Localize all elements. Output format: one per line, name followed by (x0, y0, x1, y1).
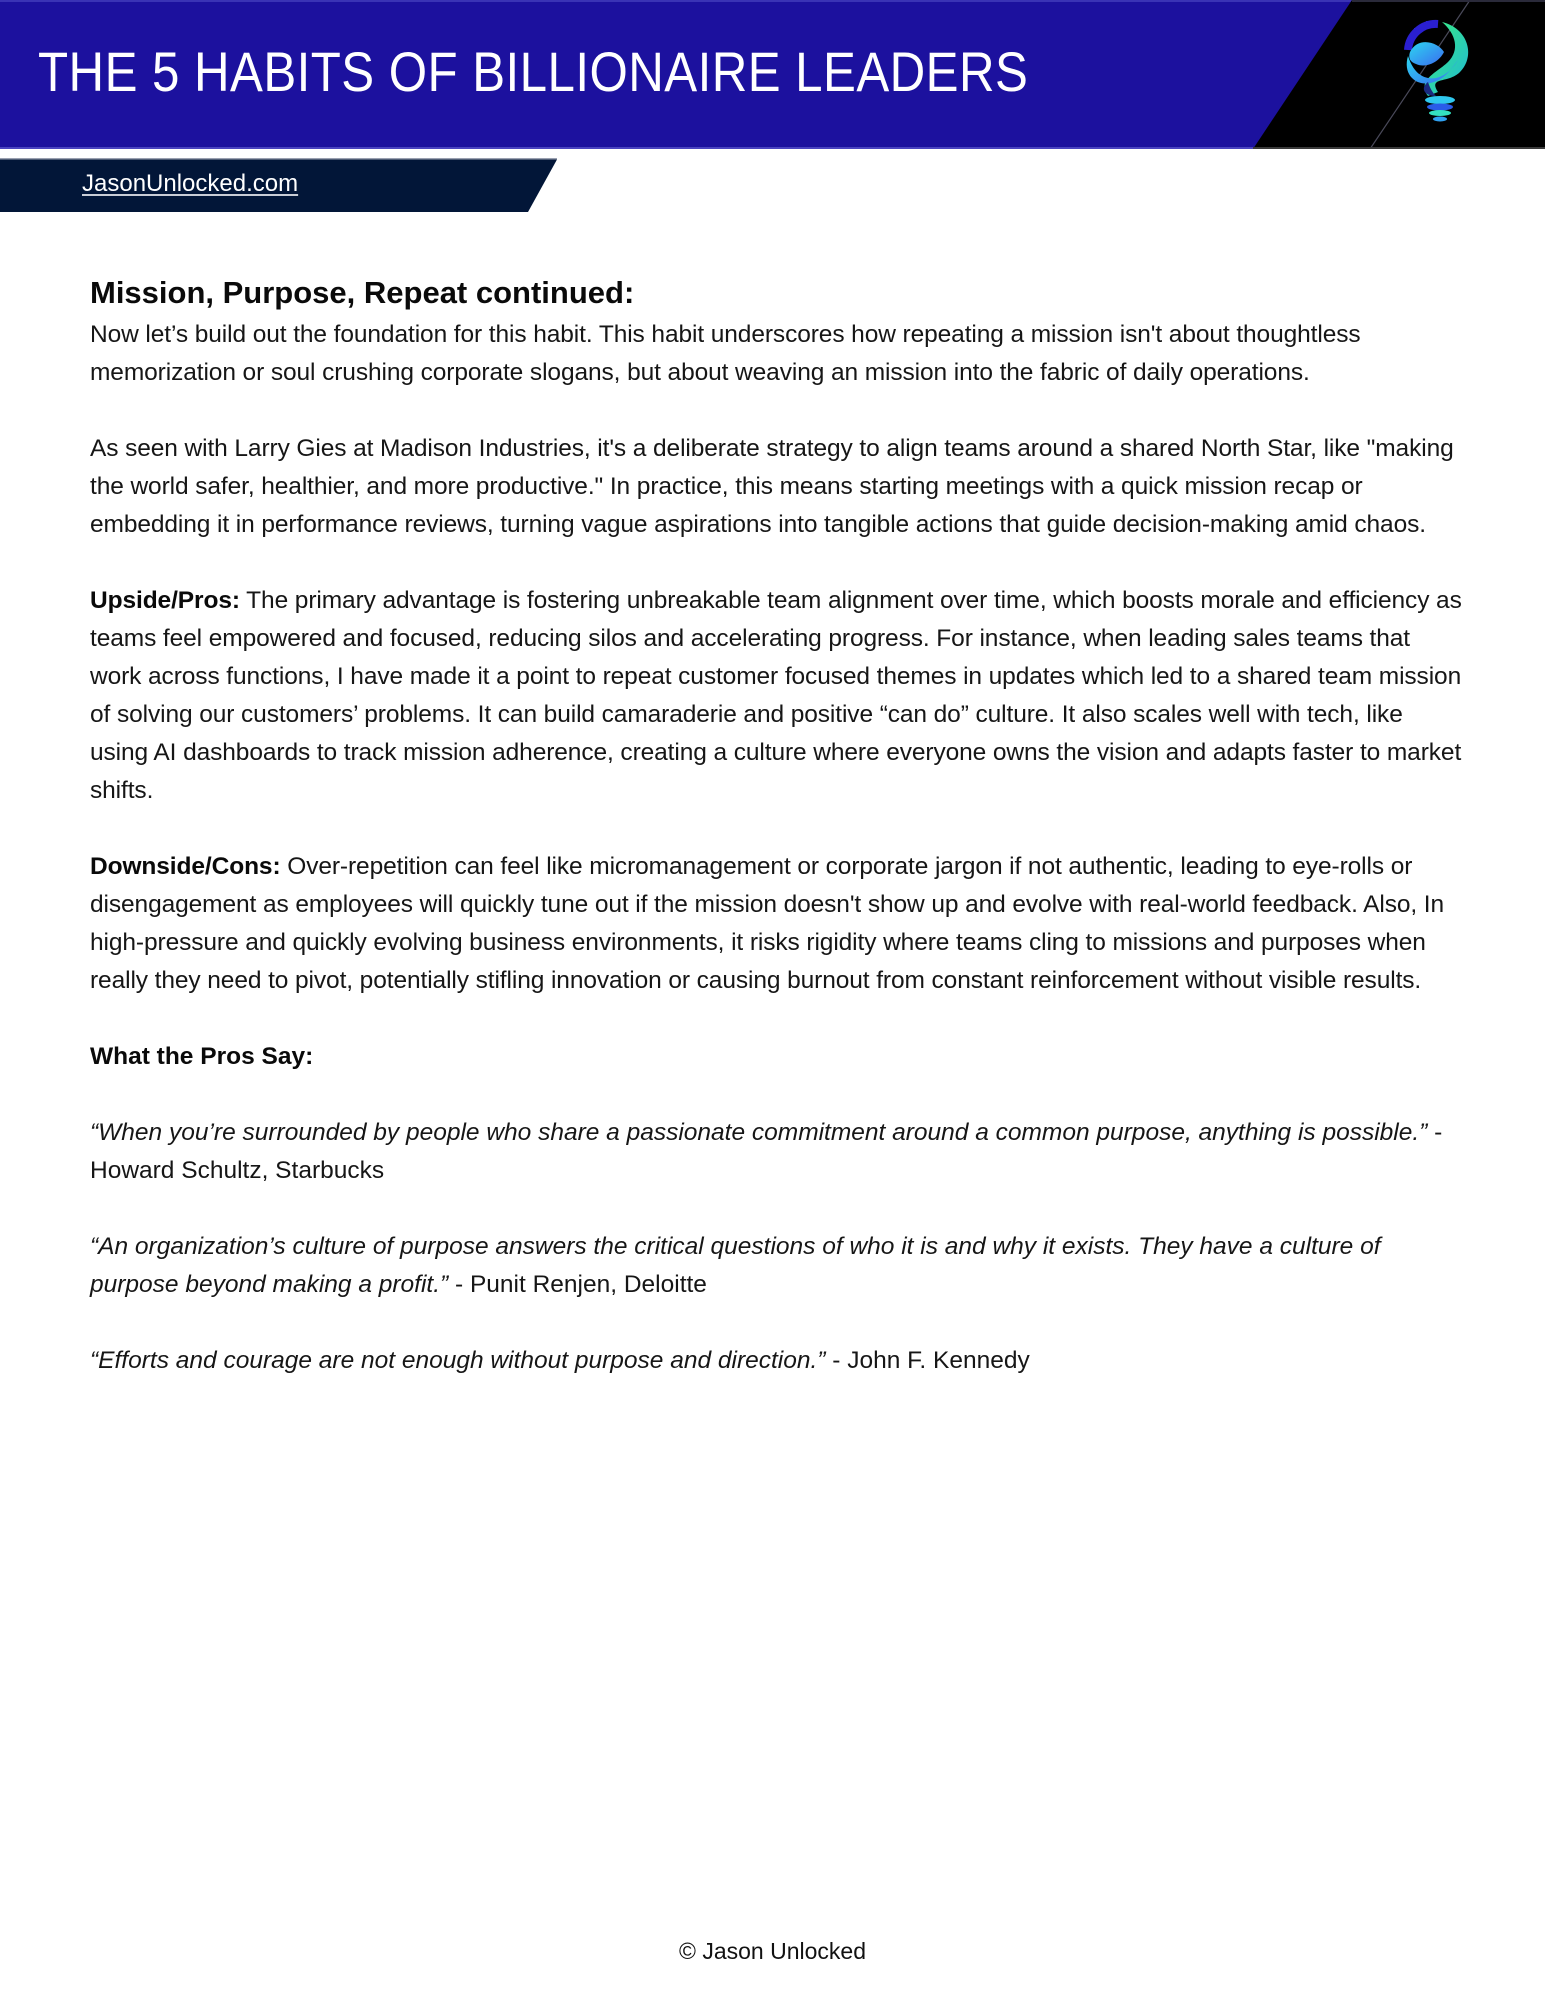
paragraph-text: Now let’s build out the foundation for this habit. This habit underscores how repeating a mission isn't about thoughtless memorization or soul crushing corporate slogans, but about weaving an mission into the fabric of daily operations. (90, 321, 1361, 386)
paragraph-cons (90, 848, 1465, 1000)
pros-label: Upside/Pros: (90, 587, 240, 614)
cons-label: Downside/Cons: (90, 853, 281, 880)
document-title: THE 5 HABITS OF BILLIONAIRE LEADERS (38, 40, 1029, 103)
quote-text: “When you’re surrounded by people who share a passionate commitment around a common purpose, anything is possible.” (90, 1119, 1428, 1146)
section-heading: Mission, Purpose, Repeat continued: (90, 275, 635, 310)
paragraph-example (90, 430, 1465, 544)
quote-item (90, 1114, 1465, 1190)
paragraph-text: As seen with Larry Gies at Madison Industries, it's a deliberate strategy to align teams around a shared North Star, like "making the world safer, healthier, and more productive." In practice, this means starting meetings with a quick mission recap or embedding it in performance reviews, turning vague aspirations into tangible actions that guide decision-making amid chaos. (90, 435, 1454, 538)
quote-item (90, 1342, 1465, 1380)
paragraph-pros (90, 582, 1465, 810)
paragraph-intro (90, 316, 1465, 392)
quote-item (90, 1228, 1465, 1304)
lightbulb-gear-logo-icon (1398, 16, 1482, 126)
quote-text: “Efforts and courage are not enough without purpose and direction.” (90, 1347, 826, 1374)
footer-copyright: © Jason Unlocked (679, 1938, 866, 1964)
main-content (90, 270, 1465, 1418)
quote-attribution: - John F. Kennedy (825, 1347, 1030, 1374)
quote-text: “An organization’s culture of purpose answers the critical questions of who it is and why it exists. They have a culture of purpose beyond making a profit.” (90, 1233, 1381, 1298)
website-link[interactable]: JasonUnlocked.com (82, 170, 299, 197)
quote-attribution: - Punit Renjen, Deloitte (448, 1271, 707, 1298)
paragraph-text: Over-repetition can feel like micromanagement or corporate jargon if not authentic, leading to eye-rolls or disengagement as employees will quickly tune out if the mission doesn't show up and evolve with real-world feedback. Also, In high-pressure and quickly evolving business environments, it risks rigidity where teams cling to missions and purposes when really they need to pivot, potentially stifling innovation or causing burnout from constant reinforcement without visible results. (90, 853, 1445, 994)
paragraph-text: The primary advantage is fostering unbreakable team alignment over time, which boosts morale and efficiency as teams feel empowered and focused, reducing silos and accelerating progress. For instance, when leading sales teams that work across functions, I have made it a point to repeat customer focused themes in updates which led to a shared team mission of solving our customers’ problems. It can build camaraderie and positive “can do” culture. It also scales well with tech, like using AI dashboards to track mission adherence, creating a culture where everyone owns the vision and adapts faster to market shifts. (90, 587, 1462, 804)
pros-say-heading: What the Pros Say: (90, 1043, 314, 1070)
quote-attribution: - Howard Schultz, Starbucks (90, 1119, 1443, 1184)
